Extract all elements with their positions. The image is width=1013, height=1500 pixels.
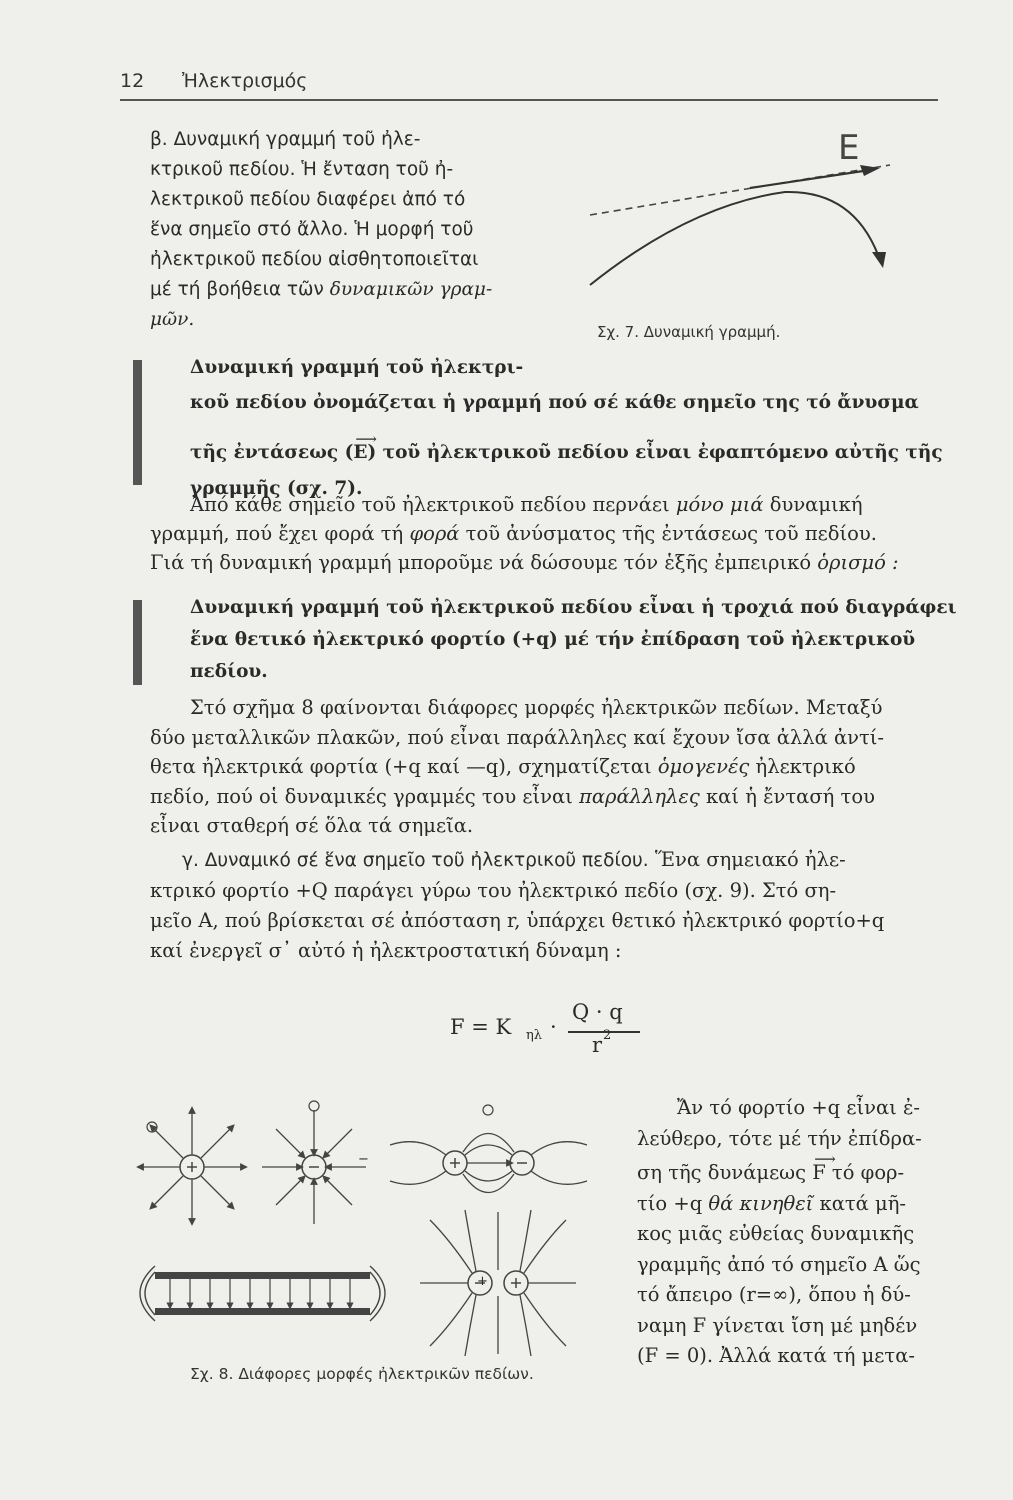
coulomb-formula	[450, 995, 690, 1065]
header-rule	[120, 99, 938, 101]
tangent-vector	[750, 170, 870, 188]
negative-charge-field	[262, 1101, 366, 1224]
italic-text: ὁρισμό :	[817, 551, 899, 574]
positive-charge-field	[140, 1110, 244, 1222]
field-line-curve	[590, 192, 880, 285]
text: τοῦ ἀνύσματος τῆς ἐντάσεως τοῦ πεδίου.	[459, 522, 877, 545]
definition-line: κοῦ πεδίου ὀνομάζεται ἡ γραμμή πού σέ κάθε σημεῖο της τό ἄνυσμα	[190, 392, 919, 413]
vector-label-E: E	[838, 128, 860, 168]
text: κατά μῆ-	[813, 1191, 906, 1215]
definition-line: Δυναμική γραμμή τοῦ ἠλεκτρι-	[190, 357, 524, 378]
formula-dot: ·	[550, 1015, 557, 1039]
paragraph-line	[150, 519, 950, 548]
formula-denominator: r	[592, 1033, 603, 1057]
paragraph-line: εἶναι σταθερή σέ ὅλα τά σημεῖα.	[150, 814, 474, 837]
section-b-line: ἠλεκτρικοῦ πεδίου αἰσθητοποιεῖται	[150, 249, 479, 270]
vector-arrow-icon: ⟶	[814, 1150, 836, 1168]
column-line: ναμη F γίνεται ἴση μέ μηδέν	[637, 1313, 918, 1337]
tangent-line	[590, 165, 890, 215]
definition-text: ) τοῦ ἠλεκτρικοῦ πεδίου εἶναι ἐφαπτόμενο αὐτῆς τῆς	[367, 442, 943, 463]
section-c-line	[150, 845, 950, 876]
formula-subscript: ηλ	[526, 1028, 543, 1043]
text: τίο +q	[637, 1191, 709, 1215]
running-header	[120, 70, 938, 100]
figure-8-diagrams	[130, 1100, 590, 1360]
section-c-line: καί ἐνεργεῖ σ᾽ αὐτό ἡ ἠλεκτροστατική δύναμη :	[150, 939, 622, 962]
text: Ἀπό κάθε σημεῖο τοῦ ἠλεκτρικοῦ πεδίου περνάει	[190, 493, 676, 516]
text: ση τῆς δυνάμεως	[637, 1161, 813, 1184]
definition-2	[190, 592, 960, 688]
curve-arrowhead	[872, 252, 886, 268]
paragraph-line	[150, 490, 950, 519]
section-b-line: κτρικοῦ πεδίου. Ἡ ἔνταση τοῦ ἠ-	[150, 159, 454, 180]
text: ἠλεκτρικό	[749, 755, 856, 778]
section-c-line: μεῖο A, πού βρίσκεται σέ ἀπόσταση r, ὑπάρχει θετικό ἠλεκτρικό φορτίο+q	[150, 909, 885, 932]
text: γραμμή, πού ἔχει φορά τή	[150, 522, 410, 545]
text: θετα ἠλεκτρικά φορτία (+q καί —q), σχηματίζεται	[150, 755, 658, 778]
vector-arrow-icon: ⟶	[355, 430, 377, 448]
definition-line: γραμμῆς (σχ. 7).	[190, 478, 363, 499]
vector-E	[353, 430, 377, 471]
column-line: τό ἄπειρο (r=∞), ὅπου ἡ δύ-	[637, 1283, 911, 1306]
definition-bar	[133, 600, 142, 685]
text: τό φορ-	[825, 1161, 905, 1184]
section-b-line: λεκτρικοῦ πεδίου διαφέρει ἀπό τό	[150, 189, 466, 210]
vector-symbol: E	[353, 442, 368, 463]
italic-text: μόνο μιά	[675, 493, 764, 516]
paragraph-line: Στό σχῆμα 8 φαίνονται διάφορες μορφές ἠλεκτρικῶν πεδίων. Μεταξύ	[190, 696, 883, 719]
paragraph-1	[150, 490, 950, 577]
right-column-text	[637, 1093, 957, 1372]
like-charges-field	[420, 1210, 576, 1356]
dipole-field	[390, 1105, 587, 1193]
definition-line: Δυναμική γραμμή τοῦ ἠλεκτρικοῦ πεδίου εἶναι ἡ τροχιά πού διαγράφει	[190, 597, 957, 618]
definition-1	[190, 350, 950, 386]
chapter-title: Ἠλεκτρισμός	[182, 70, 308, 92]
figure-7-caption: Σχ. 7. Δυναμική γραμμή.	[597, 323, 781, 341]
italic-term: δυναμικῶν γραμ-	[329, 279, 493, 300]
definition-bar	[133, 360, 142, 485]
section-b-line: ἕνα σημεῖο στό ἄλλο. Ἡ μορφή τοῦ	[150, 219, 474, 240]
formula-lhs: F = K	[450, 1015, 512, 1039]
text: καί ἡ ἔντασή του	[699, 784, 875, 808]
text: Ἕνα σημειακό ἠλε-	[648, 848, 846, 871]
paragraph-line	[150, 548, 950, 577]
formula-exponent: 2	[603, 1028, 612, 1043]
italic-term-end: μῶν.	[150, 309, 195, 330]
section-c	[150, 845, 950, 966]
section-c-heading: γ. Δυναμικό σέ ἕνα σημεῖο τοῦ ἠλεκτρικοῦ πεδίου.	[182, 850, 649, 871]
italic-text: φορά	[409, 522, 460, 545]
column-line: γραμμῆς ἀπό τό σημεῖο A ὥς	[637, 1252, 921, 1276]
page-number: 12	[120, 70, 145, 92]
text: δυναμική	[763, 493, 863, 516]
section-b-line	[150, 275, 550, 305]
section-b-line: β. Δυναμική γραμμή τοῦ ἠλε-	[150, 129, 421, 150]
italic-text: θά κινηθεῖ	[708, 1191, 814, 1215]
definition-line: πεδίου.	[190, 661, 268, 682]
italic-text: παράλληλες	[579, 784, 700, 808]
section-c-line: κτρικό φορτίο +Q παράγει γύρω του ἠλεκτρικό πεδίο (σχ. 9). Στό ση-	[150, 879, 837, 902]
figure-8-caption: Σχ. 8. Διάφορες μορφές ἠλεκτρικῶν πεδίων.	[190, 1365, 534, 1383]
section-b	[150, 125, 550, 335]
paragraph-line: δύο μεταλλικῶν πλακῶν, πού εἶναι παράλληλες καί ἔχουν ἴσα ἀλλά ἀντί-	[150, 725, 885, 749]
column-line	[637, 1150, 957, 1189]
paragraph-2	[150, 693, 950, 841]
definition-text: τῆς ἐντάσεως (	[190, 442, 354, 463]
charge-label-minus: −	[358, 1152, 369, 1167]
paragraph-line	[150, 782, 950, 812]
definition-1-body	[190, 385, 950, 507]
definition-line	[190, 430, 950, 471]
paragraph-line	[150, 752, 950, 782]
definition-line: ἕνα θετικό ἠλεκτρικό φορτίο (+q) μέ τήν ἐπίδραση τοῦ ἠλεκτρικοῦ	[190, 629, 916, 650]
italic-text: ὁμογενές	[657, 755, 750, 778]
section-b-text: μέ τή βοήθεια τῶν	[150, 279, 324, 300]
vector-F	[812, 1150, 836, 1189]
column-line: (F = 0). Ἀλλά κατά τή μετα-	[637, 1344, 915, 1367]
charge-label-plus: +	[477, 1274, 488, 1289]
column-line	[637, 1189, 957, 1220]
column-line: Ἄν τό φορτίο +q εἶναι ἐ-	[677, 1096, 921, 1119]
formula-numerator: Q · q	[572, 1000, 623, 1024]
text: πεδίο, πού οἱ δυναμικές γραμμές του εἶναι	[150, 784, 580, 808]
column-line: κος μιᾶς εὐθείας δυναμικῆς	[637, 1222, 915, 1245]
column-line: λεύθερο, τότε μέ τήν ἐπίδρα-	[637, 1126, 922, 1150]
text: Γιά τή δυναμική γραμμή μποροῦμε νά δώσουμε τόν ἑξῆς ἐμπειρικό	[150, 551, 818, 574]
vector-symbol: F	[812, 1161, 826, 1184]
parallel-plates-field	[140, 1266, 385, 1321]
